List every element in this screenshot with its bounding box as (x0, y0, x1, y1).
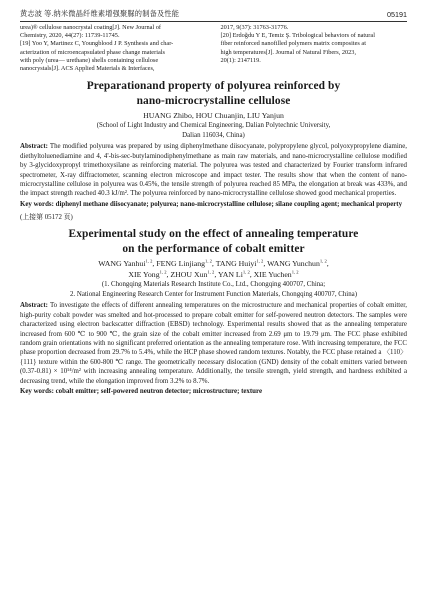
continued-from-note: (上接第 05172 页) (20, 214, 73, 222)
article-title-line: nano-microcrystalline cellulose (136, 95, 291, 108)
reference-line: Chemistry, 2020, 44(27): 11739-11745. (20, 32, 120, 40)
reference-line: with poly (urea— urethane) shells containing cellulose (20, 56, 159, 64)
running-header (20, 0, 407, 22)
keywords (20, 387, 407, 396)
author-line: XIE Yong$^{1, 2}$, ZHOU Xun$^{1, 2}$, YAN Li$^{1, 2}$, XIE Yuchen$^{1, 2}$ (128, 269, 299, 280)
article-title-line: Experimental study on the effect of annealing temperature (68, 228, 359, 241)
author-affil-sup: 1, 2 (207, 269, 215, 275)
author-name: XIE Yong (128, 270, 160, 280)
author-list: HUANG Zhibo, HOU Chuanjin, LIU Yanjun (143, 111, 284, 121)
author-name: ZHOU Xun (170, 270, 208, 280)
author-name: XIE Yuchen (253, 270, 292, 280)
article-title-line: on the performance of cobalt emitter (122, 243, 305, 256)
english-abstract-block-2 (20, 227, 407, 396)
reference-line: 2017, 9(37): 31763-31776. (220, 24, 289, 31)
abstract (20, 301, 407, 386)
reference-line: [20] Erdoğdu Y E, Temiz Ş. Tribological behaviors of natural (220, 32, 375, 40)
author-line: WANG Yanhui$^{1, 2}$, FENG Linjiang$^{1, 2}$, TANG Huiyi$^{1, 2}$, WANG Yunchun$^{1, 2}$, (98, 258, 329, 269)
author-affil-sup: 1, 2 (145, 258, 153, 264)
keywords-label: Key words: (20, 388, 54, 396)
affiliation-line: (1. Chongqing Materials Research Institute Co., Ltd., Chongqing 400707, China; (101, 281, 326, 289)
author-affil-sup: 1, 2 (319, 258, 327, 264)
author-list (20, 258, 407, 280)
article-title-line: Preparationand property of polyurea reinforced by (86, 80, 341, 93)
author-affil-sup: 1, 2 (242, 269, 250, 275)
reference-line: 20(1): 2147119. (220, 56, 261, 64)
reference-line: urea)® cellulose nanocrystal coating[J]. New Journal of (20, 24, 161, 31)
reference-list (20, 24, 407, 73)
abstract-text: To investigate the effects of different annealing temperatures on the microstructure and mechanical properties of cobalt emitter, high-purity cobalt powder was smelted and hot-processed to prepare cobalt emitter for self-powered neutron detectors. The samples were characterized using electron backscatter diffraction (EBSD) technology. Experimental results showed that as the annealing temperature increased from 600 ℃ to 900 ℃, the grain size of the cobalt emitter increased from 2.69 μm to 19.79 μm. The FCC phase exhibited random grain orientations with no significant preferred orientation as the annealing temperature rose. With increasing temperature, the FCC phase proportion decreased from 29.7% to 5.4%, while the HCP phase showed random textures. Notably, the FCC phase retained a 〈110〉{111} texture within the 600-800 ℃ range. The geometrically necessary dislocation (GND) density of the cobalt emitters varied between (0.37-0.81) × 10¹⁴/m² with increasing annealing temperature. Additionally, the tensile strength, yield strength, and hardness exhibited a decreasing trend, while the elongation improved from 3.2% to 8.7%. (20, 302, 408, 385)
abstract (20, 142, 407, 198)
author-affil-sup: 1, 2 (256, 258, 264, 264)
reference-column-right (221, 24, 408, 73)
reference-line: high temperatures[J]. Journal of Natural Fibers, 2023, (220, 48, 357, 56)
abstract-label: Abstract: (20, 143, 48, 151)
keywords-label: Key words: (20, 200, 54, 208)
keywords-text: cobalt emitter; self-powered neutron detector; microstructure; texture (55, 388, 263, 396)
abstract-label: Abstract: (20, 302, 48, 310)
affiliation-line: 2. National Engineering Research Center for Instrument Function Materials, Chongqing 400707, China) (69, 290, 358, 298)
author-affil-sup: 1, 2 (291, 269, 299, 275)
affiliation (20, 121, 407, 140)
reference-line: nanocrystals[J]. ACS Applied Materials & Interfaces, (20, 65, 155, 73)
affiliation-line: (School of Light Industry and Chemical Engineering, Dalian Polytechnic University, (96, 122, 331, 130)
author-name: YAN Li (217, 270, 243, 280)
affiliation (20, 280, 407, 299)
author-affil-sup: 1, 2 (159, 269, 167, 275)
keywords-text: diphenyl methane diisocyanate; polyurea; nano-microcrystalline cellulose; silane coupling agent; mechanical property (55, 200, 403, 208)
author-name: TANG Huiyi (215, 259, 257, 269)
author-name: WANG Yanhui (98, 259, 146, 269)
author-affil-sup: 1, 2 (205, 258, 212, 264)
english-abstract-block-1 (20, 79, 407, 221)
abstract-text: The modified polyurea was prepared by using diphenylmethane diisocyanate, polypropylene glycol, polyoxypropylene diamine, diethyltoluenediamine and 4, 4'-bis-sec-butylaminodiphenylmethane as main raw materials, and nano-microcrystalline cellulose modified by 3-glycidoxypropyl trimethoxysilane as reinforcing material. The polyurea was tested and characterized by Fourier transform infrared spectrometer, X-ray diffractometer, scanning electron microscope and impact tester. The results show that when the content of nano-microcrystalline cellulose in polyurea was 0.45%, the tensile strength of polyurea reached 85 MPa, the elongation at break was 433%, and the impact strength reached 40.3 kJ/m². The polyurea reinforced by nano-microcrystalline cellulose showed good mechanical properties. (20, 143, 407, 198)
reference-line: acterization of microencapsulated phase change materials (20, 48, 165, 56)
article-title (20, 79, 407, 109)
reference-column-left (20, 24, 207, 73)
reference-line: [19] Yoo Y, Martinez C, Youngblood J P. Synthesis and char- (20, 40, 174, 48)
running-title: 黄志波 等.纳米微晶纤维素增强聚脲的制备及性能 (20, 10, 180, 18)
reference-line: fiber reinforced nanofilled polymers matrix composites at (220, 40, 366, 48)
author-name: WANG Yunchun (267, 259, 320, 269)
page-number: 05191 (387, 10, 407, 19)
article-title (20, 227, 407, 257)
keywords (20, 200, 407, 209)
author-name: FENG Linjiang (156, 259, 206, 269)
affiliation-line: Dalian 116034, China) (182, 131, 245, 139)
